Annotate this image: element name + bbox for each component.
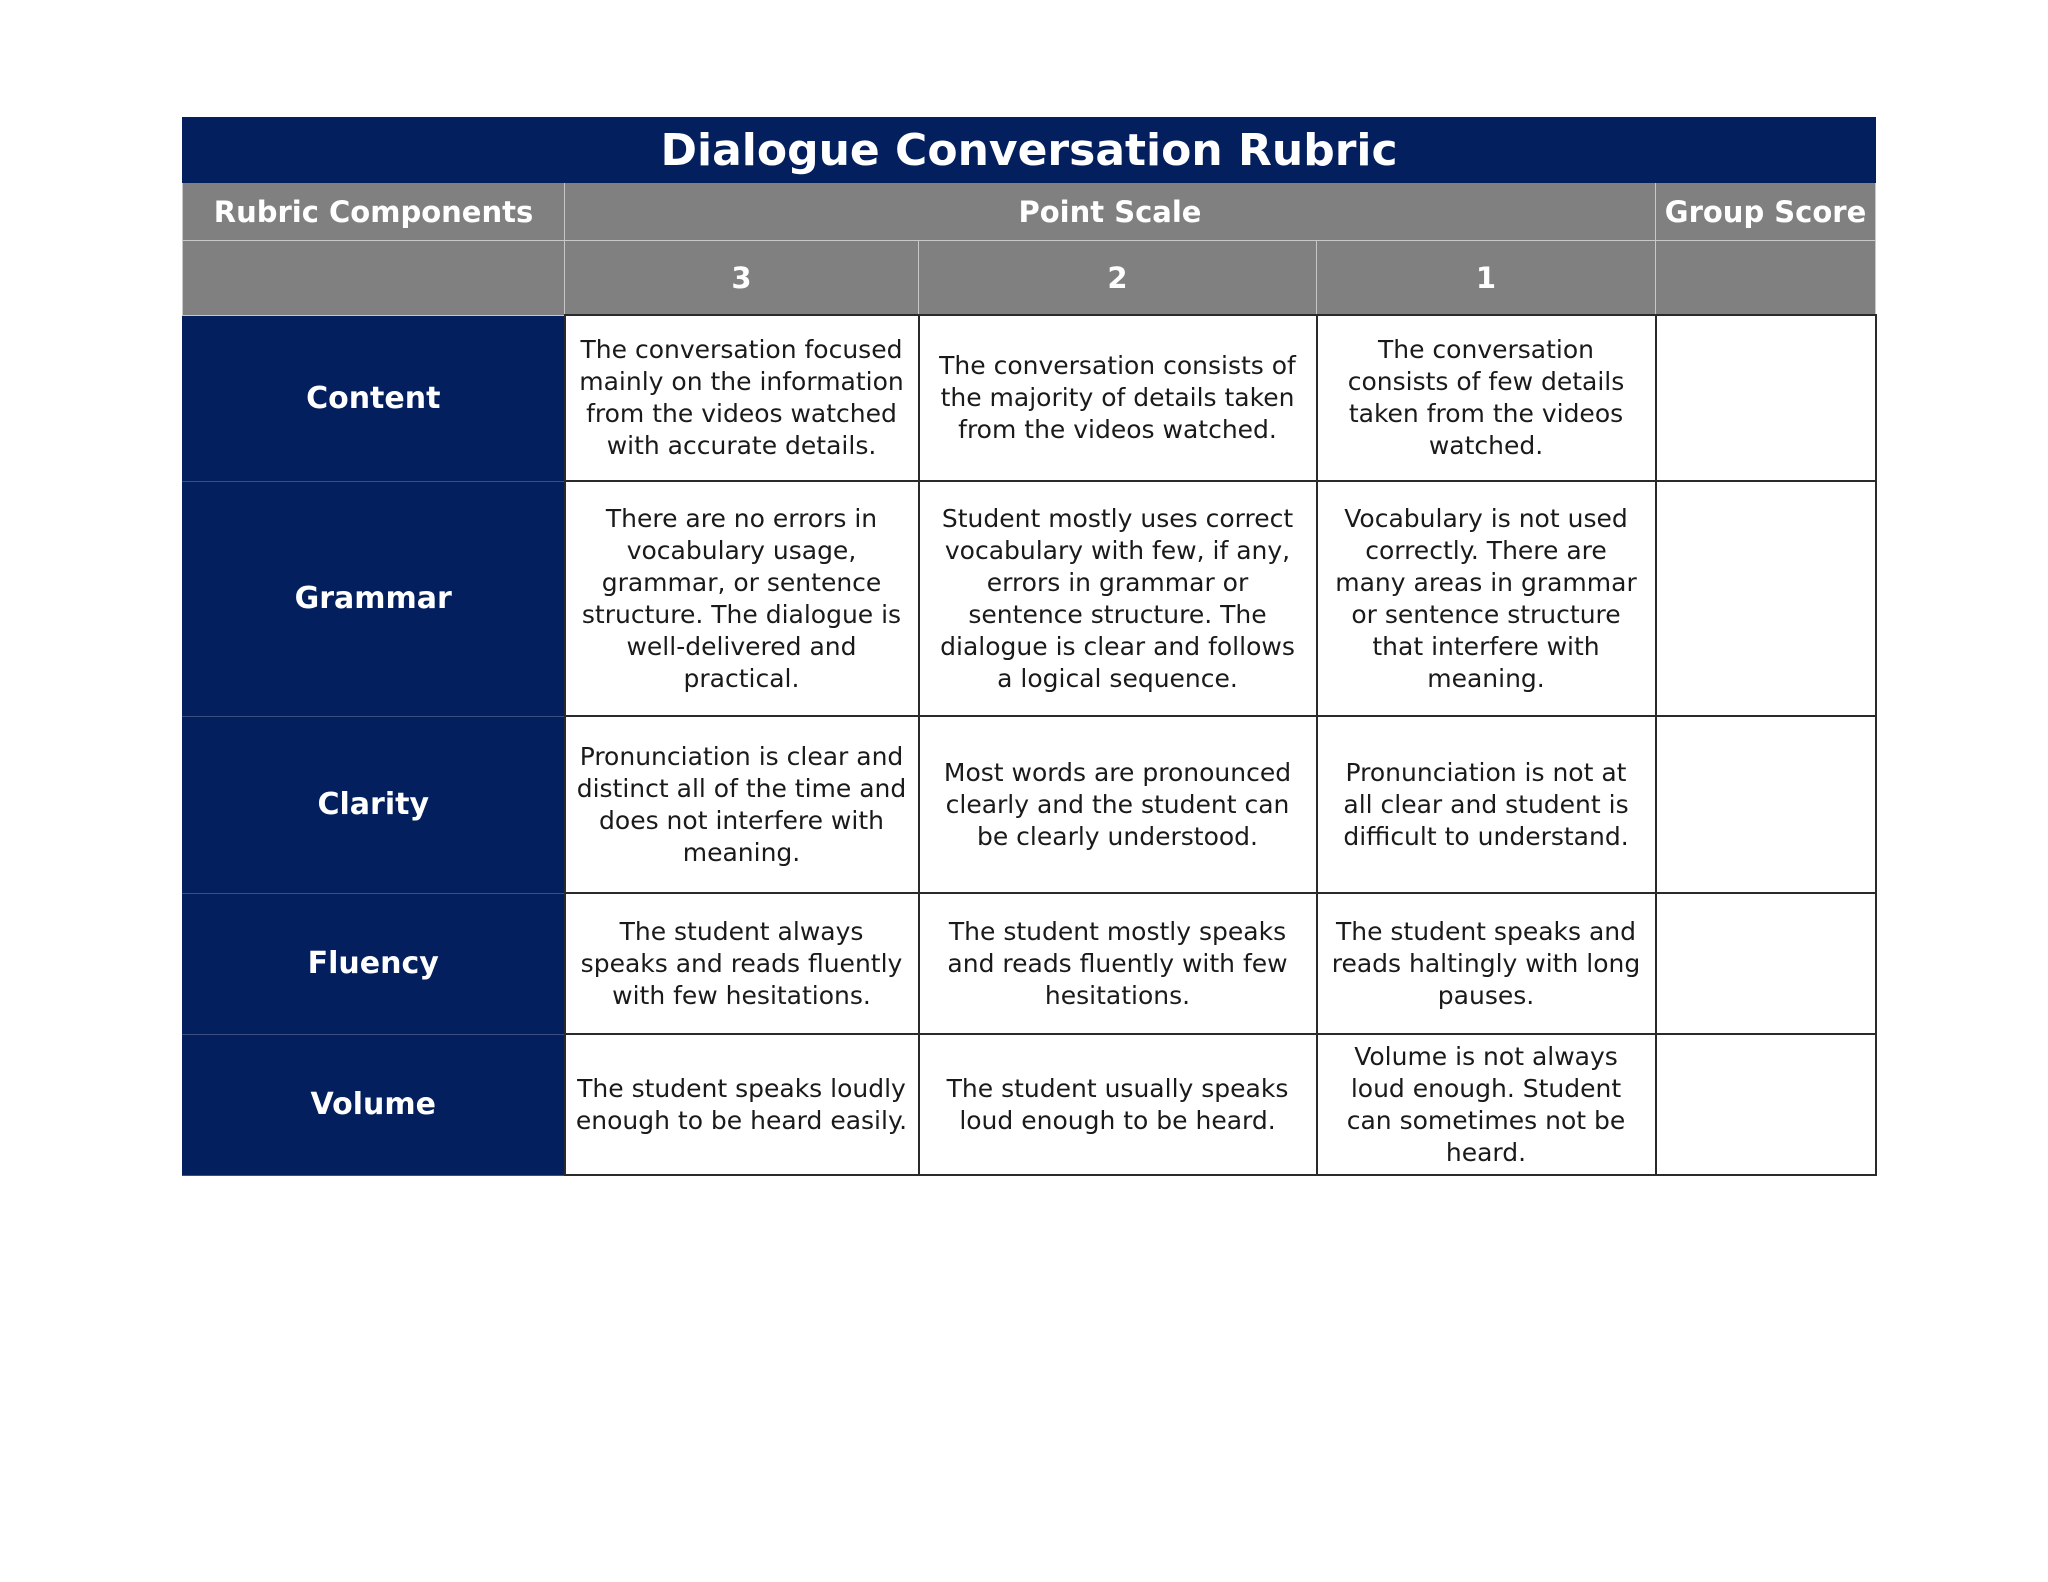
criteria-cell: There are no errors in vocabulary usage, grammar, or sentence structure. The dialogue is well-delivered and practical. xyxy=(565,481,919,716)
criteria-cell: The student usually speaks loud enough to be heard. xyxy=(919,1034,1317,1175)
component-label: Volume xyxy=(183,1034,565,1175)
criteria-cell: The conversation focused mainly on the information from the videos watched with accurate details. xyxy=(565,315,919,481)
criteria-cell: The student speaks and reads haltingly with long pauses. xyxy=(1317,893,1656,1034)
criteria-cell: The conversation consists of few details taken from the videos watched. xyxy=(1317,315,1656,481)
scale-blank-cell xyxy=(183,241,565,316)
group-score-cell[interactable] xyxy=(1656,893,1876,1034)
scale-1-header: 1 xyxy=(1317,241,1656,316)
criteria-cell: The student always speaks and reads fluently with few hesitations. xyxy=(565,893,919,1034)
group-score-cell[interactable] xyxy=(1656,716,1876,893)
criteria-cell: The student speaks loudly enough to be heard easily. xyxy=(565,1034,919,1175)
criteria-cell: Pronunciation is not at all clear and student is difficult to understand. xyxy=(1317,716,1656,893)
criteria-cell: Most words are pronounced clearly and the student can be clearly understood. xyxy=(919,716,1317,893)
group-score-cell[interactable] xyxy=(1656,481,1876,716)
component-label: Grammar xyxy=(183,481,565,716)
component-label: Clarity xyxy=(183,716,565,893)
scale-row xyxy=(183,241,1876,316)
criteria-cell: Pronunciation is clear and distinct all of the time and does not interfere with meaning. xyxy=(565,716,919,893)
rubric-components-header: Rubric Components xyxy=(183,183,565,241)
header-row xyxy=(183,183,1876,241)
group-score-header: Group Score xyxy=(1656,183,1876,241)
rubric-table xyxy=(182,117,1877,1176)
criteria-cell: Volume is not always loud enough. Student can sometimes not be heard. xyxy=(1317,1034,1656,1175)
criteria-cell: The conversation consists of the majority of details taken from the videos watched. xyxy=(919,315,1317,481)
point-scale-header: Point Scale xyxy=(565,183,1656,241)
title-row xyxy=(183,118,1876,183)
rubric-row-volume xyxy=(183,1034,1876,1175)
group-score-cell[interactable] xyxy=(1656,1034,1876,1175)
rubric-row-clarity xyxy=(183,716,1876,893)
scale-2-header: 2 xyxy=(919,241,1317,316)
component-label: Content xyxy=(183,315,565,481)
criteria-cell: Student mostly uses correct vocabulary with few, if any, errors in grammar or sentence structure. The dialogue is clear and follows a logical sequence. xyxy=(919,481,1317,716)
group-score-cell[interactable] xyxy=(1656,315,1876,481)
criteria-cell: Vocabulary is not used correctly. There are many areas in grammar or sentence structure that interfere with meaning. xyxy=(1317,481,1656,716)
scale-3-header: 3 xyxy=(565,241,919,316)
rubric-row-grammar xyxy=(183,481,1876,716)
component-label: Fluency xyxy=(183,893,565,1034)
criteria-cell: The student mostly speaks and reads fluently with few hesitations. xyxy=(919,893,1317,1034)
rubric-row-fluency xyxy=(183,893,1876,1034)
scale-score-blank-cell xyxy=(1656,241,1876,316)
rubric-title: Dialogue Conversation Rubric xyxy=(183,118,1876,183)
rubric-row-content xyxy=(183,315,1876,481)
